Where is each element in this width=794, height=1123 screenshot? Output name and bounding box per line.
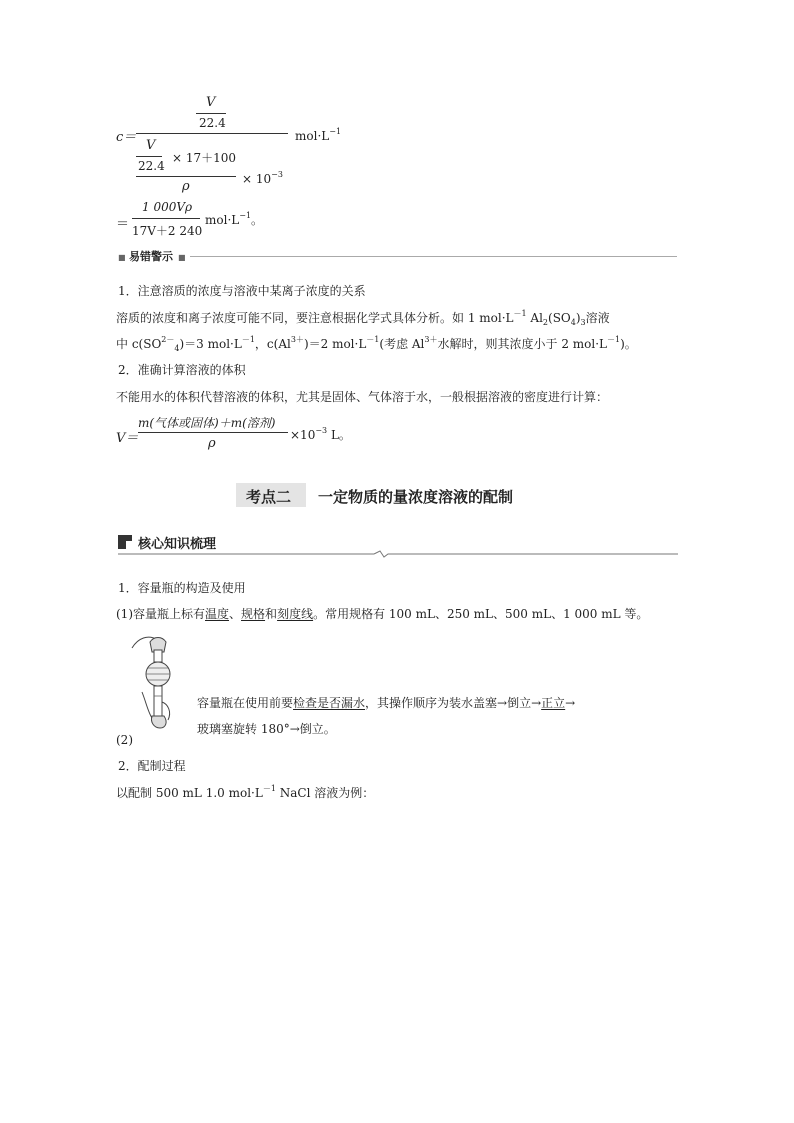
top-numerator: V xyxy=(206,95,216,110)
core-item2-text: 以配制 500 mL 1.0 $mol\cdot L^{-1}$ NaCl 溶液为例： xyxy=(116,784,375,800)
warning-item1-line2: 中 $c(SO^{2-}_4)=3$ $mol\cdot L^{-1}$，$c(Al^{3+})=2$ $mol\cdot L^{-1}$(考虑 $Al^{3+}$水解时，则其浓度小于 2 $mol\cdot L^{-1}$)。 xyxy=(116,335,637,353)
top-denominator: 22.4 xyxy=(199,116,226,130)
formula-c-label: c＝ xyxy=(116,130,137,145)
bullet-square: ■ xyxy=(178,253,186,262)
unit: $mol\cdot L^{-1}$。 xyxy=(205,211,264,227)
inner-numerator: V xyxy=(146,138,156,153)
bullet-square: ■ xyxy=(118,253,126,262)
inner-rest: × 17＋100 xyxy=(172,151,237,165)
core-item1-2-line2: 玻璃塞旋转 180°→倒立。 xyxy=(197,722,336,736)
v-equals: V＝ xyxy=(116,431,139,446)
volumetric-flask-illustration xyxy=(128,632,188,732)
fraction-bar xyxy=(136,156,162,157)
v-numerator: m(气体或固体)＋m(溶剂) xyxy=(138,416,276,430)
warning-item2-title: 2．准确计算溶液的体积 xyxy=(118,363,246,377)
inner-denominator: 22.4 xyxy=(138,159,165,173)
v-tail: $\times 10^{-3}$ L。 xyxy=(290,426,351,442)
core-item1-2-line1: 容量瓶在使用前要检查是否漏水，其操作顺序为装水盖塞→倒立→正立→ xyxy=(197,696,576,710)
core-item1-2-label: (2) xyxy=(116,733,133,747)
warning-item2-text: 不能用水的体积代替溶液的体积，尤其是固体、气体溶于水，一般根据溶液的密度进行计算： xyxy=(116,390,609,404)
section-label: 考点二 xyxy=(246,488,292,506)
core-item2: 2．配制过程 xyxy=(118,759,186,773)
rho: ρ xyxy=(182,179,190,194)
equals: ＝ xyxy=(116,217,130,232)
denominator: 17V＋2 240 xyxy=(132,224,203,238)
fraction-bar xyxy=(132,218,200,219)
main-fraction-bar xyxy=(136,133,288,134)
fraction-bar xyxy=(196,113,226,114)
wave-divider xyxy=(118,550,678,560)
core-title: 核心知识梳理 xyxy=(138,537,217,552)
numerator: 1 000Vρ xyxy=(142,200,193,214)
warning-item1-text: 溶质的浓度和离子浓度可能不同，要注意根据化学式具体分析。如 1 $mol\cdot L^{-1}$ $Al_2(SO_4)_3$溶液 xyxy=(116,309,610,327)
section-title: 一定物质的量浓度溶液的配制 xyxy=(318,488,514,506)
core-item1: 1．容量瓶的构造及使用 xyxy=(118,581,246,595)
core-item1-1: (1)容量瓶上标有温度、规格和刻度线。常用规格有 100 mL、250 mL、500 mL、1 000 mL 等。 xyxy=(116,607,649,621)
warning-item1-title: 1．注意溶质的浓度与溶液中某离子浓度的关系 xyxy=(118,284,366,298)
divider xyxy=(190,256,677,257)
unit: $mol\cdot L^{-1}$ xyxy=(295,127,342,143)
core-icon-notch xyxy=(126,541,132,549)
fraction-bar xyxy=(138,432,288,433)
fraction-bar xyxy=(136,176,236,177)
warning-title: 易错警示 xyxy=(129,250,173,263)
times-factor: × $10^{-3}$ xyxy=(242,170,283,186)
v-denominator: ρ xyxy=(208,436,216,451)
